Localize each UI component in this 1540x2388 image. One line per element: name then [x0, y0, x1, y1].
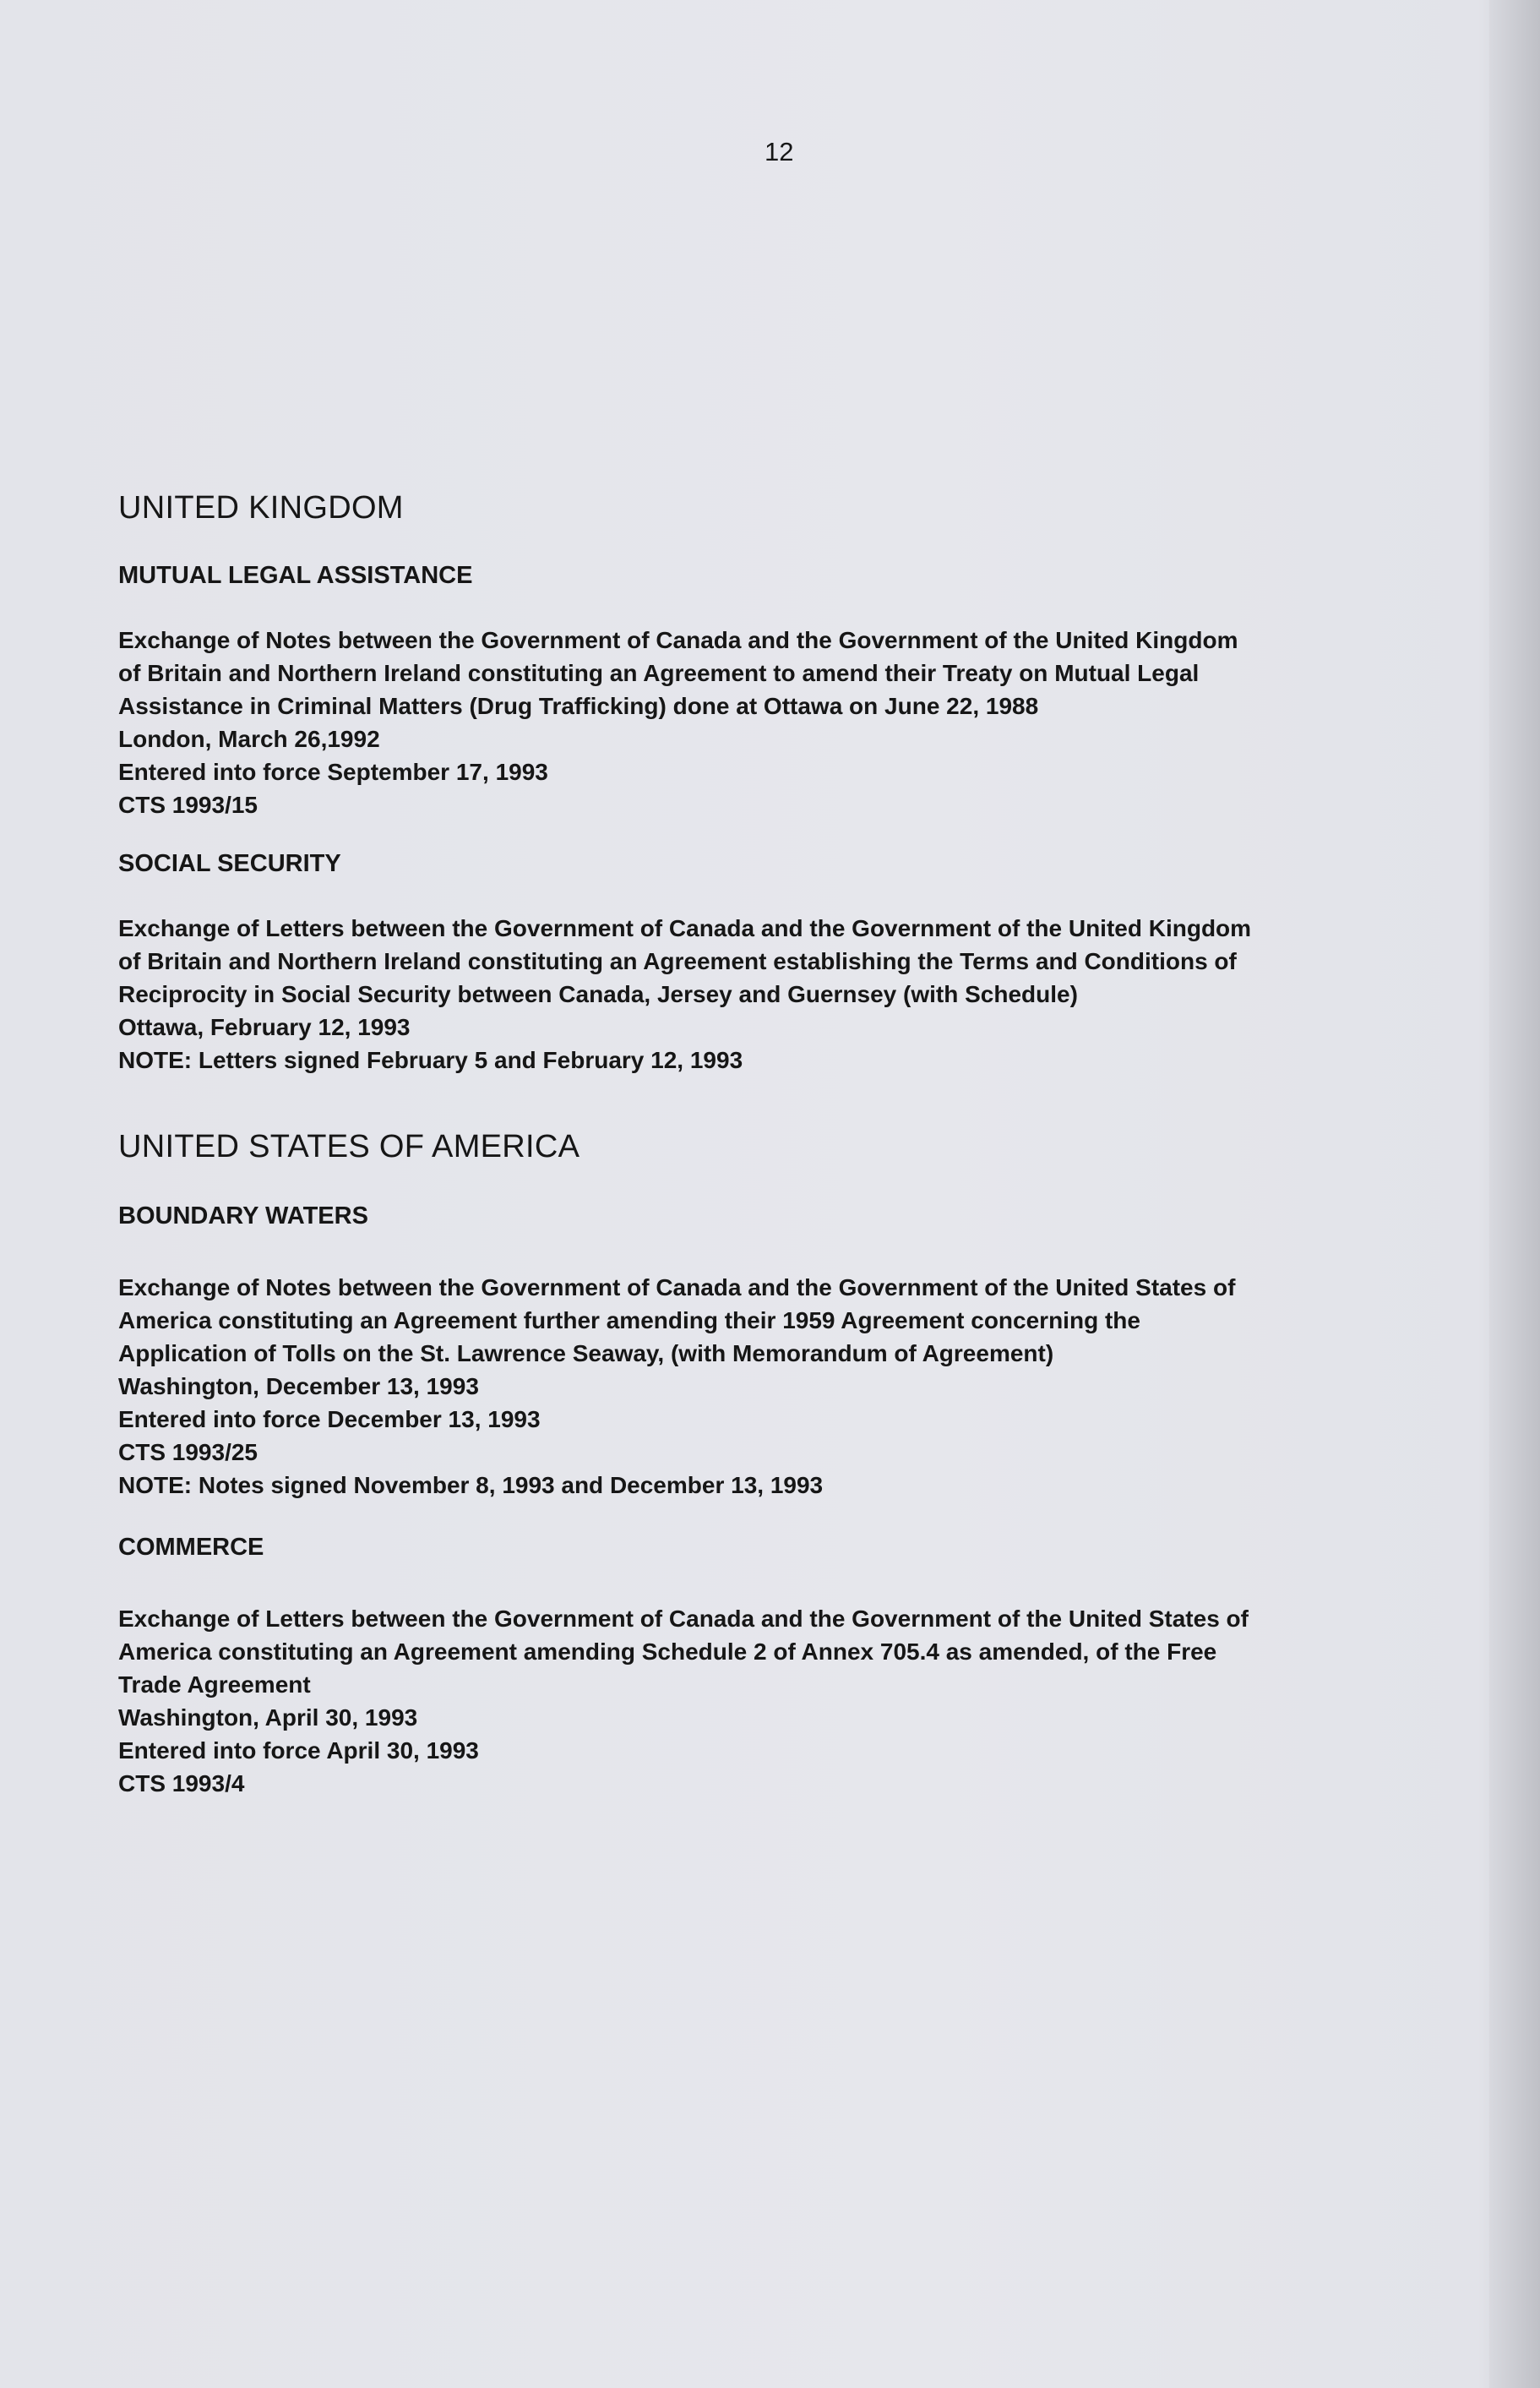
- entry-cts: CTS 1993/4: [118, 1770, 245, 1796]
- treaty-entry: [118, 912, 1369, 1077]
- entry-date: Washington, April 30, 1993: [118, 1704, 418, 1731]
- entry-line: Exchange of Letters between the Government of Canada and the Government of the United Kingdom: [118, 915, 1252, 941]
- entry-note: NOTE: Notes signed November 8, 1993 and December 13, 1993: [118, 1472, 824, 1498]
- treaty-entry: [118, 624, 1369, 821]
- treaty-entry: [118, 1602, 1369, 1800]
- treaty-entry: [118, 1271, 1369, 1502]
- entry-line: Application of Tolls on the St. Lawrence Seaway, (with Memorandum of Agreement): [118, 1340, 1054, 1366]
- page-edge-shadow: [1489, 0, 1540, 2388]
- entry-cts: CTS 1993/15: [118, 792, 258, 818]
- country-heading-united-kingdom: UNITED KINGDOM: [118, 490, 404, 526]
- section-title-boundary-waters: BOUNDARY WATERS: [118, 1202, 368, 1229]
- page-number: 12: [765, 137, 794, 166]
- section-title-social-security: SOCIAL SECURITY: [118, 850, 341, 877]
- entry-in-force: Entered into force December 13, 1993: [118, 1406, 541, 1432]
- entry-note: NOTE: Letters signed February 5 and February 12, 1993: [118, 1047, 743, 1073]
- entry-line: Exchange of Notes between the Government of Canada and the Government of the United States of: [118, 1274, 1236, 1300]
- entry-line: Exchange of Notes between the Government of Canada and the Government of the United Kingdom: [118, 627, 1238, 653]
- page-content: [118, 490, 1369, 1800]
- section-title-mutual-legal-assistance: MUTUAL LEGAL ASSISTANCE: [118, 562, 473, 589]
- entry-in-force: Entered into force September 17, 1993: [118, 759, 548, 785]
- section-title-commerce: COMMERCE: [118, 1534, 264, 1561]
- entry-line: of Britain and Northern Ireland constituting an Agreement to amend their Treaty on Mutual Legal: [118, 660, 1200, 686]
- entry-line: Reciprocity in Social Security between Canada, Jersey and Guernsey (with Schedule): [118, 981, 1078, 1007]
- entry-date: London, March 26,1992: [118, 726, 380, 752]
- country-heading-united-states: UNITED STATES OF AMERICA: [118, 1129, 580, 1164]
- entry-line: America constituting an Agreement amending Schedule 2 of Annex 705.4 as amended, of the Free: [118, 1638, 1217, 1665]
- entry-line: Trade Agreement: [118, 1671, 311, 1698]
- entry-date: Washington, December 13, 1993: [118, 1373, 479, 1399]
- entry-line: Exchange of Letters between the Government of Canada and the Government of the United States of: [118, 1606, 1249, 1632]
- entry-line: America constituting an Agreement further amending their 1959 Agreement concerning the: [118, 1307, 1140, 1333]
- entry-date: Ottawa, February 12, 1993: [118, 1014, 411, 1040]
- entry-line: Assistance in Criminal Matters (Drug Trafficking) done at Ottawa on June 22, 1988: [118, 693, 1039, 719]
- entry-in-force: Entered into force April 30, 1993: [118, 1737, 479, 1764]
- entry-cts: CTS 1993/25: [118, 1439, 258, 1465]
- entry-line: of Britain and Northern Ireland constituting an Agreement establishing the Terms and Conditions of: [118, 948, 1237, 974]
